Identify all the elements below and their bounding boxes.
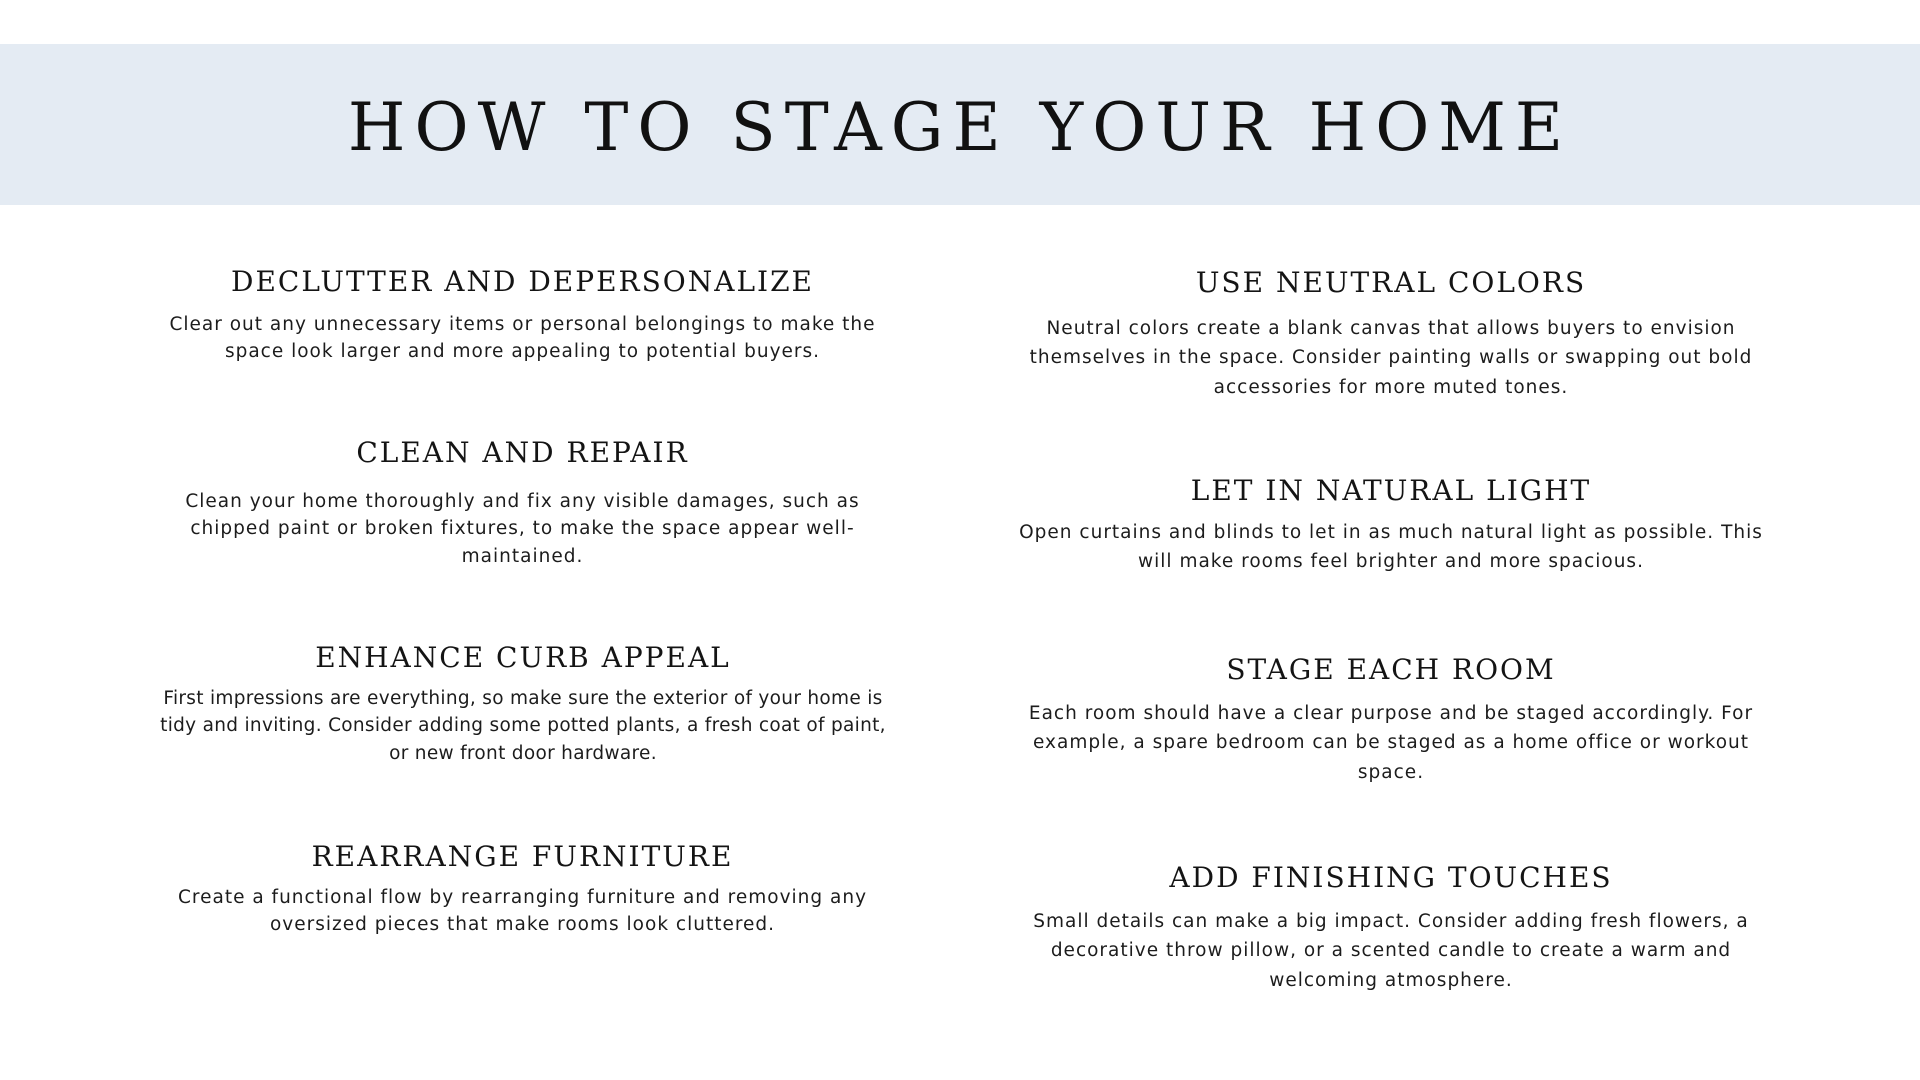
tip-heading: DECLUTTER AND DEPERSONALIZE bbox=[231, 265, 814, 298]
tip-heading: STAGE EACH ROOM bbox=[1226, 653, 1556, 686]
tip-heading: ADD FINISHING TOUCHES bbox=[1169, 861, 1613, 894]
tip-body: Clear out any unnecessary items or personal belongings to make the space look larger and more appealing to potential buyers. bbox=[169, 313, 876, 363]
tip-curb-appeal bbox=[148, 641, 898, 767]
tip-body: Open curtains and blinds to let in as much natural light as possible. This will make rooms feel brighter and more spacious. bbox=[1019, 521, 1763, 573]
title-banner bbox=[0, 44, 1920, 205]
tip-heading: REARRANGE FURNITURE bbox=[311, 840, 734, 873]
tip-natural-light bbox=[1010, 474, 1772, 577]
tip-declutter bbox=[150, 265, 895, 366]
page-title: HOW TO STAGE YOUR HOME bbox=[347, 88, 1573, 166]
tip-stage-each-room bbox=[1010, 653, 1772, 787]
tip-body: Clean your home thoroughly and fix any visible damages, such as chipped paint or broken fixtures, to make the space appear well-maintained. bbox=[185, 490, 860, 567]
tip-heading: CLEAN AND REPAIR bbox=[356, 436, 689, 469]
tip-clean-repair bbox=[170, 436, 875, 570]
tip-finishing-touches bbox=[1010, 861, 1772, 995]
tip-body: Neutral colors create a blank canvas that allows buyers to envision themselves in the space. Consider painting walls or swapping out bold accessories for more muted tones. bbox=[1029, 317, 1753, 398]
tip-body: First impressions are everything, so make sure the exterior of your home is tidy and inviting. Consider adding some potted plants, a fresh coat of paint, or new front door hardware. bbox=[160, 687, 886, 764]
tip-body: Small details can make a big impact. Consider adding fresh flowers, a decorative throw pillow, or a scented candle to create a warm and welcoming atmosphere. bbox=[1033, 910, 1749, 991]
tip-heading: ENHANCE CURB APPEAL bbox=[315, 641, 731, 674]
tip-body: Create a functional flow by rearranging furniture and removing any oversized pieces that make rooms look cluttered. bbox=[177, 886, 868, 936]
tip-heading: USE NEUTRAL COLORS bbox=[1195, 266, 1587, 299]
tip-rearrange-furniture bbox=[160, 840, 885, 939]
tip-heading: LET IN NATURAL LIGHT bbox=[1190, 474, 1592, 507]
tip-body: Each room should have a clear purpose and be staged accordingly. For example, a spare bedroom can be staged as a home office or workout space. bbox=[1028, 702, 1754, 783]
tip-neutral-colors bbox=[1010, 266, 1772, 402]
